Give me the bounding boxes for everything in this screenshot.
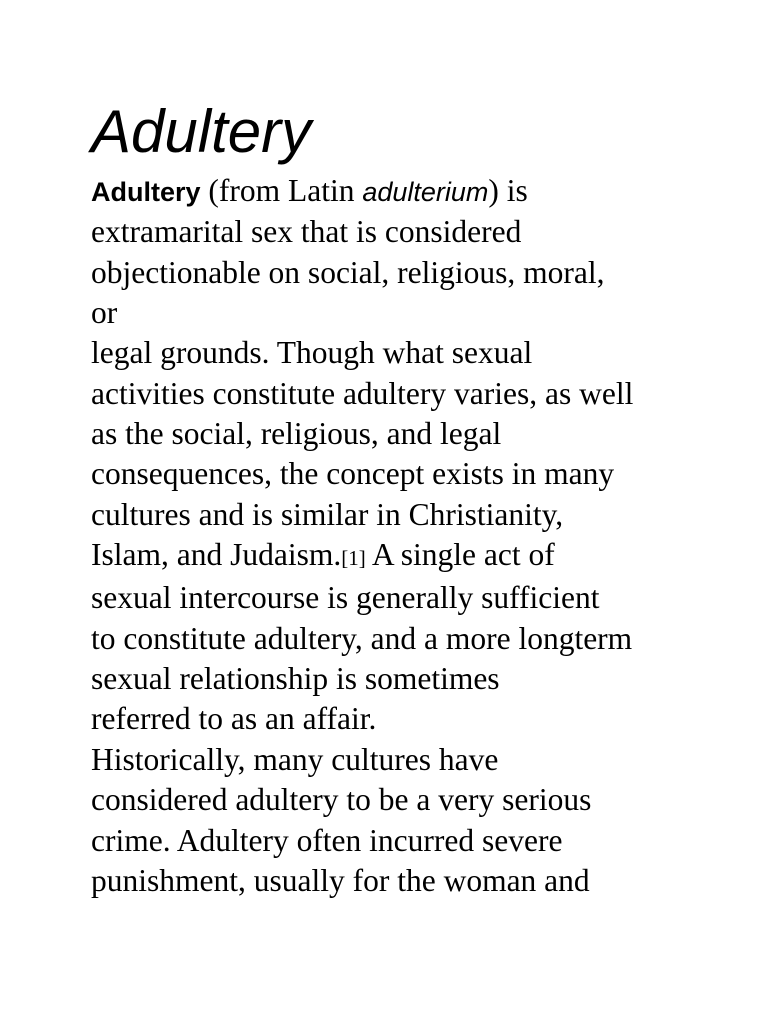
text-line: considered adultery to be a very serious	[91, 782, 592, 818]
text-line: as the social, religious, and legal	[91, 416, 502, 452]
text-line: activities constitute adultery varies, as well	[91, 375, 634, 411]
text-line: legal grounds. Though what sexual	[91, 335, 533, 371]
text-line	[91, 535, 731, 578]
page-title: Adultery	[91, 98, 312, 165]
text-line: or	[91, 295, 118, 331]
latin-term: adulterium	[362, 177, 489, 207]
text-line	[91, 171, 731, 212]
footnote-reference[interactable]: [1]	[341, 546, 366, 571]
text-line: punishment, usually for the woman and	[91, 862, 590, 898]
text-fragment: Islam, and Judaism.	[91, 537, 342, 573]
text-line: crime. Adultery often incurred severe	[91, 822, 563, 858]
text-fragment: A single act of	[365, 537, 555, 573]
text-line: sexual relationship is sometimes	[91, 661, 500, 697]
text-line: sexual intercourse is generally sufficient	[91, 580, 600, 616]
article-body	[91, 171, 731, 901]
text-fragment: ) is	[488, 173, 528, 208]
text-line: objectionable on social, religious, moral,	[91, 254, 605, 290]
text-line: referred to as an affair.	[91, 701, 377, 737]
text-line: consequences, the concept exists in many	[91, 456, 615, 492]
text-line: cultures and is similar in Christianity,	[91, 496, 564, 532]
bold-term: Adultery	[91, 177, 201, 207]
text-line: extramarital sex that is considered	[91, 214, 522, 250]
text-line: to constitute adultery, and a more longterm	[91, 620, 633, 656]
text-line: Historically, many cultures have	[91, 741, 499, 777]
text-fragment: (from Latin	[200, 173, 363, 208]
